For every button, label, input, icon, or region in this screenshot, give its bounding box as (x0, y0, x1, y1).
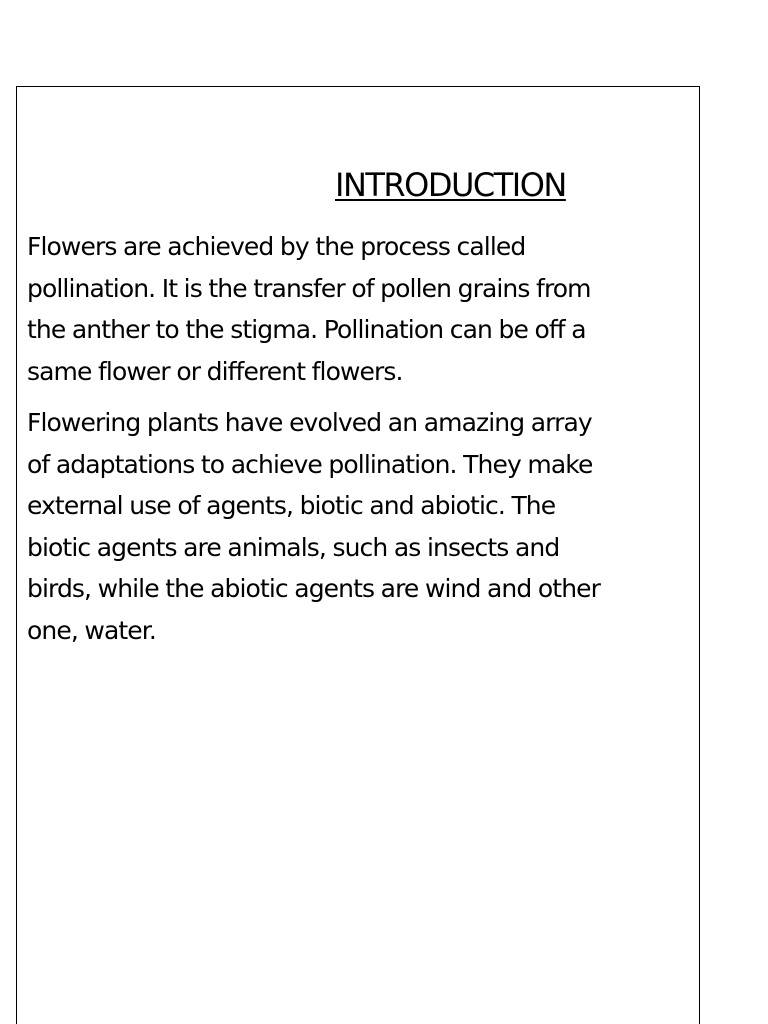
page-title: INTRODUCTION (335, 166, 566, 204)
body-text (27, 226, 697, 661)
text-line: biotic agents are animals, such as insects and (27, 532, 560, 562)
text-line: birds, while the abiotic agents are wind and other (27, 574, 600, 603)
text-line: same flower or different flowers. (27, 356, 403, 386)
text-line: Flowering plants have evolved an amazing array (27, 408, 592, 437)
text-line: one, water. (27, 615, 156, 645)
text-line: the anther to the stigma. Pollination can be off a (27, 315, 586, 344)
text-line: pollination. It is the transfer of pollen grains from (27, 273, 591, 303)
paragraph-pollination-definition (27, 226, 697, 392)
text-line: of adaptations to achieve pollination. They make (27, 449, 593, 479)
document-page (16, 86, 700, 1024)
text-line: external use of agents, biotic and abiotic. The (27, 491, 556, 520)
paragraph-pollination-agents (27, 402, 697, 651)
text-line: Flowers are achieved by the process called (27, 232, 526, 261)
